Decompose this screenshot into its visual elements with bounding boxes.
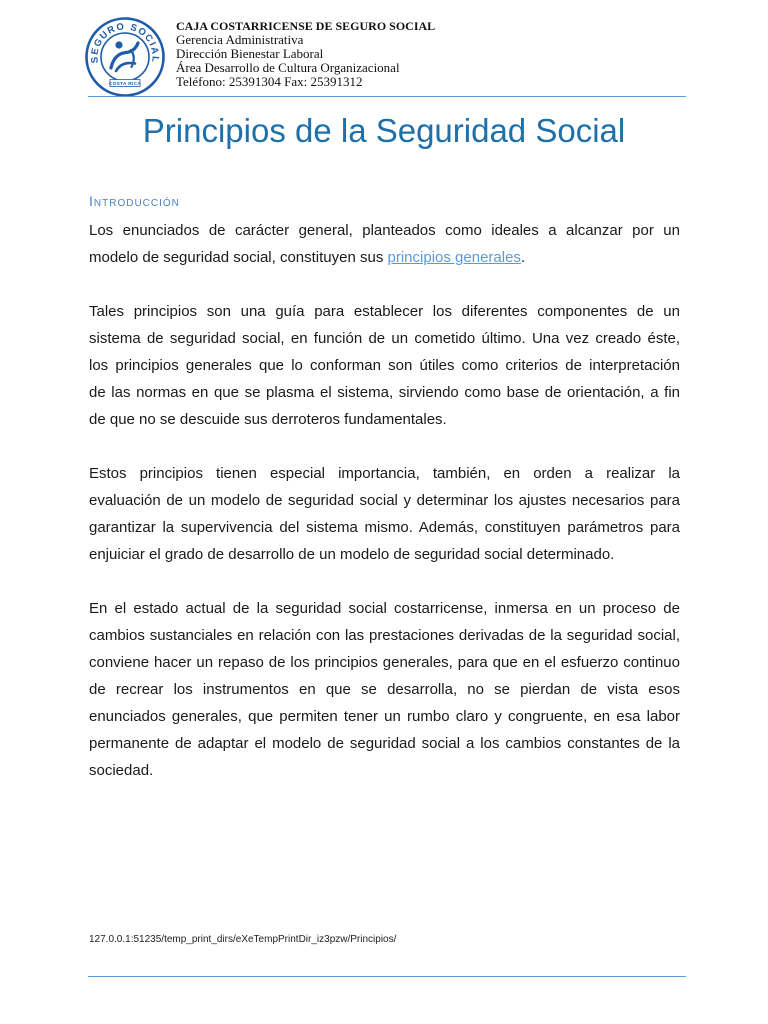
paragraph <box>89 298 680 433</box>
seguro-social-logo <box>85 17 165 97</box>
logo-ring-text: SEGURO SOCIAL <box>89 21 161 64</box>
paragraph <box>89 595 680 784</box>
print-footer-url: 127.0.0.1:51235/temp_print_dirs/eXeTempPrintDir_iz3pzw/Principios/ <box>89 934 397 945</box>
paragraph-line: conviene hacer un repaso de los principios generales, para que en el esfuerzo continuo <box>89 654 680 671</box>
paragraph-line: de recrear los instrumentos en que se desarrolla, no se pierdan de vista esos <box>89 681 680 698</box>
paragraph-line: Tales principios son una guía para establecer los diferentes componentes de un <box>89 303 680 320</box>
principios-generales-link[interactable]: principios generales <box>387 249 521 266</box>
paragraph-line: enjuiciar el grado de desarrollo de un modelo de seguridad social determinado. <box>89 546 615 563</box>
paragraph-line: cambios sustanciales en relación con las prestaciones derivadas de la seguridad social, <box>89 627 680 644</box>
paragraph-line: Estos principios tienen especial importancia, también, en orden a realizar la <box>89 465 680 482</box>
department-line: Gerencia Administrativa <box>176 32 304 47</box>
paragraph-line: sociedad. <box>89 762 154 779</box>
paragraph <box>89 217 680 271</box>
paragraph-line: evaluación de un modelo de seguridad social y determinar los ajustes necesarios para <box>89 492 680 509</box>
paragraph-text: modelo de seguridad social, constituyen sus <box>89 249 384 266</box>
logo-graphic <box>85 17 165 97</box>
paragraph-line: de que no se descuide sus derroteros fundamentales. <box>89 411 447 428</box>
paragraph-line: los principios generales que lo conforman son útiles como criterios de interpretación <box>89 357 680 374</box>
paragraph-line <box>89 244 680 271</box>
paragraph-line: sistema de seguridad social, en función de un cometido último. Una vez creado éste, <box>89 330 680 347</box>
department-line: Dirección Bienestar Laboral <box>176 46 324 61</box>
logo-banner-text: COSTA RICA <box>108 81 142 87</box>
contact-line: Teléfono: 25391304 Fax: 25391312 <box>176 74 363 89</box>
paragraph-text: . <box>520 249 526 266</box>
paragraph-line: garantizar la supervivencia del sistema mismo. Además, constituyen parámetros para <box>89 519 680 536</box>
paragraph-line: Los enunciados de carácter general, planteados como ideales a alcanzar por un <box>89 222 680 239</box>
paragraph-line: En el estado actual de la seguridad social costarricense, inmersa en un proceso de <box>89 600 680 617</box>
paragraph-line: permanente de adaptar el modelo de seguridad social a los cambios constantes de la <box>89 735 680 752</box>
paragraph-line: enunciados generales, que permiten tener un rumbo claro y congruente, en esa labor <box>89 708 680 725</box>
section-body <box>89 217 680 811</box>
header-divider <box>88 96 686 97</box>
section-heading: Introducción <box>89 193 180 209</box>
paragraph-line: de las normas en que se plasma el sistema, sirviendo como base de orientación, a fin <box>89 384 680 401</box>
institution-header <box>176 19 435 89</box>
page-title: Principios de la Seguridad Social <box>142 112 626 149</box>
footer-divider <box>88 976 686 977</box>
department-line: Área Desarrollo de Cultura Organizacional <box>176 60 400 75</box>
paragraph <box>89 460 680 568</box>
organization-name: CAJA COSTARRICENSE DE SEGURO SOCIAL <box>176 19 436 33</box>
